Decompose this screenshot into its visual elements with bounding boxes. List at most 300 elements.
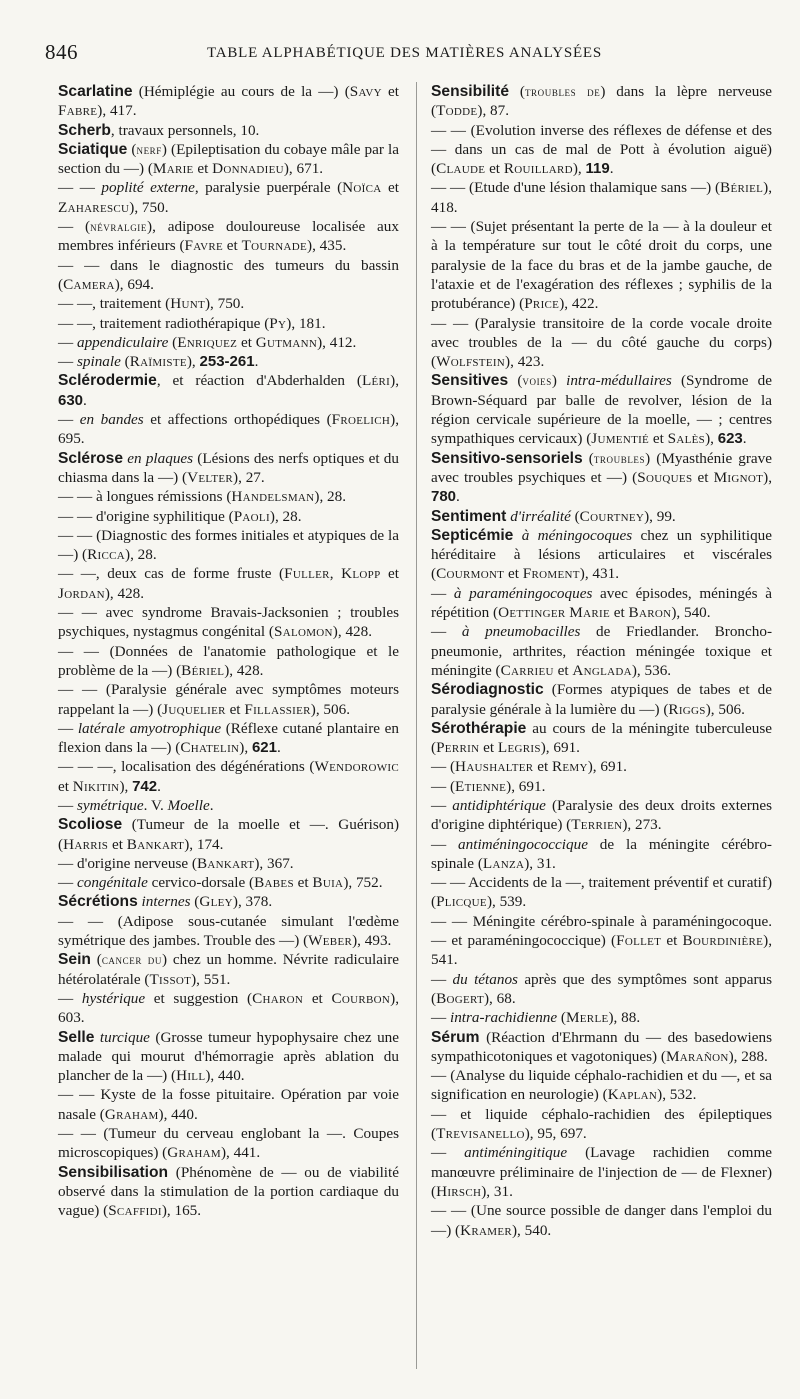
index-entry — [58, 1085, 399, 1124]
index-entry — [431, 680, 772, 719]
entry-qualifier: voies — [522, 373, 552, 389]
entry-text: et — [223, 237, 242, 255]
index-entry — [431, 121, 772, 179]
italic-term: antidiphtérique — [452, 796, 546, 814]
page-reference: 630 — [58, 391, 84, 409]
entry-text: (Grosse tumeur hypophysaire chez une malade qui mourut d'hémorragie après ablation du plancher de la —) ( — [58, 1028, 400, 1085]
left-column — [58, 82, 399, 1369]
entry-text: ), 540. — [671, 604, 711, 622]
entry-text: , et réaction d'Abderhalden ( — [156, 372, 362, 390]
entry-text: — — (Tumeur du cerveau englobant la —. Coupes microscopiques) ( — [58, 1125, 399, 1162]
author-name: Bogert — [436, 989, 484, 1007]
author-name: Bankart — [196, 854, 255, 872]
entry-text: ), 412. — [317, 333, 357, 351]
index-entry — [431, 912, 772, 970]
author-name: Remy — [551, 758, 588, 776]
entry-text: et — [479, 739, 498, 757]
author-name: Haushalter — [455, 758, 534, 776]
italic-term: d'irréalité — [510, 507, 571, 525]
entry-text: ), — [705, 430, 718, 448]
italic-term: spinale — [76, 353, 121, 371]
index-entry — [58, 178, 399, 217]
entry-text: — (Analyse du liquide céphalo-rachidien et du —, et sa signification en neurologie) ( — [431, 1067, 772, 1104]
entry-text: ( — [90, 951, 102, 969]
author-name: Raïmiste — [129, 353, 187, 371]
entry-text: ), — [763, 468, 773, 486]
author-name: Py — [269, 314, 287, 332]
entry-text: ), 28. — [269, 507, 302, 525]
page-reference: 119 — [585, 160, 610, 178]
author-name: Wolfstein — [436, 353, 506, 371]
author-name: Charon — [252, 989, 304, 1007]
entry-text: ( — [582, 449, 594, 467]
entry-text: — — [58, 411, 80, 429]
entry-text: — — avec syndrome Bravais-Jacksonien ; troubles psychiques, nystagmus congénital ( — [58, 604, 399, 641]
author-name: Savy — [349, 83, 382, 100]
index-entry — [431, 1028, 772, 1067]
index-entry — [58, 526, 399, 565]
entry-text: ), 493. — [352, 932, 392, 950]
index-entry — [58, 1163, 399, 1221]
entry-text: ), 431. — [579, 565, 620, 583]
entry-text: ) chez un homme. Névrite radiculaire hétérolatérale ( — [58, 951, 400, 988]
author-name: Carrieu — [500, 661, 554, 679]
entry-text: . — [209, 796, 214, 814]
entry-text: avec épisodes, méningés à répétition ( — [431, 584, 773, 622]
entry-text: ), 418. — [431, 179, 772, 216]
entry-text: ), 536. — [631, 661, 672, 679]
entry-text: , — [329, 565, 342, 583]
author-name: Riggs — [668, 700, 706, 718]
entry-text: au cours de la méningite tuberculeuse ( — [431, 719, 772, 757]
entry-heading: Septicémie — [431, 526, 514, 544]
entry-text: (Réaction d'Ehrmann du — des basedowiens sympathicotoniques et vagotoniques) ( — [431, 1028, 772, 1065]
author-name: Scaffidi — [108, 1202, 162, 1220]
author-name: Hill — [176, 1067, 206, 1085]
entry-text: — — [58, 874, 77, 892]
entry-text: ( — [508, 372, 523, 390]
author-name: Tournade — [241, 237, 308, 255]
entry-text: ), 540. — [512, 1221, 552, 1239]
index-entry — [431, 1143, 772, 1201]
index-entry — [431, 82, 772, 121]
author-name: Mignot — [713, 468, 764, 486]
entry-text: ), 88. — [608, 1009, 641, 1027]
italic-term: à pneumobacilles — [461, 623, 581, 641]
index-entry — [58, 314, 399, 333]
entry-text: ), 428. — [224, 661, 264, 679]
entry-text: et affections orthopédiques ( — [143, 411, 332, 429]
entry-heading: Sensibilité — [431, 83, 509, 100]
entry-text: et — [661, 932, 683, 950]
entry-text: chez un syphilitique héréditaire à lésions articulaires et viscérales ( — [431, 526, 773, 583]
entry-text: ), — [119, 777, 133, 795]
author-name: Etienne — [455, 777, 507, 795]
author-name: Plicque — [436, 893, 487, 911]
author-name: Handelsman — [231, 488, 315, 506]
index-entry — [58, 217, 399, 256]
index-entry — [431, 1008, 772, 1027]
index-entry — [431, 835, 772, 874]
entry-text: (Syndrome de Brown-Séquard par balle de revolver, lésion de la région cervicale supérieure de la moelle, — ; centres sympathiques cervicaux) ( — [431, 372, 772, 448]
entry-text: (Tumeur de la moelle et —. Guérison) ( — [58, 816, 399, 853]
author-name: Fuller — [284, 565, 330, 583]
index-entry — [431, 584, 772, 623]
entry-text: et — [485, 160, 504, 178]
page-reference: 621 — [251, 739, 277, 757]
entry-heading: Sérum — [431, 1028, 480, 1046]
entry-text: cervico-dorsale ( — [147, 874, 255, 892]
index-entry — [58, 603, 399, 642]
entry-text: ), — [239, 739, 252, 757]
entry-text: . — [83, 391, 87, 409]
entry-text: . — [609, 160, 614, 178]
entry-qualifier: névralgie — [90, 219, 148, 235]
index-entry — [431, 178, 772, 217]
entry-text: (Lésions des nerfs optiques et du chiasma dans la —) ( — [58, 449, 399, 486]
index-entry — [58, 719, 399, 758]
entry-text: ), 367. — [254, 854, 294, 872]
index-entry — [431, 371, 772, 448]
entry-text: — — [431, 970, 453, 988]
entry-text: . — [456, 488, 460, 506]
entry-text: — et liquide céphalo-rachidien des épileptiques ( — [431, 1105, 772, 1143]
author-name: Harris — [63, 835, 109, 853]
entry-text: . V. — [143, 796, 168, 814]
italic-term: à méningocoques — [521, 526, 633, 544]
entry-text: et — [504, 565, 523, 583]
author-name: Camera — [63, 275, 115, 293]
index-entry — [431, 1105, 772, 1144]
entry-text: — — [431, 584, 454, 602]
author-name: Claude — [436, 160, 486, 178]
entry-text: — ( — [431, 777, 456, 795]
entry-text: ( — [557, 1009, 566, 1027]
entry-text: et — [649, 430, 668, 448]
entry-text: et — [193, 160, 213, 178]
index-entry — [58, 680, 399, 719]
author-name: Courbon — [331, 989, 391, 1007]
entry-text: ), — [186, 353, 200, 371]
entry-text: — ( — [58, 218, 91, 236]
author-name: Follet — [616, 932, 662, 950]
entry-text: ), 440. — [158, 1105, 198, 1123]
entry-text: — — — [58, 179, 102, 197]
author-name: Trevisanello — [436, 1125, 525, 1143]
author-name: Baron — [628, 604, 672, 622]
author-name: Kramer — [460, 1221, 512, 1239]
entry-text: — —, traitement radiothérapique ( — [58, 314, 270, 332]
index-entry — [431, 507, 772, 526]
index-entry — [431, 719, 772, 758]
entry-text: ), 532. — [657, 1086, 697, 1104]
entry-text: . — [254, 353, 259, 371]
author-name: Courtney — [579, 507, 645, 525]
entry-heading: Sensibilisation — [58, 1163, 169, 1181]
entry-text: et — [381, 179, 399, 197]
entry-text: ), 671. — [283, 160, 324, 178]
page-reference: 623 — [717, 430, 743, 448]
entry-text: ), — [390, 372, 399, 390]
entry-text: ), 165. — [161, 1202, 202, 1220]
author-name: Marie — [152, 160, 194, 178]
author-name: Hirsch — [436, 1182, 482, 1200]
entry-text: — — [431, 835, 459, 853]
entry-text: et — [108, 835, 127, 853]
author-name: Babes — [254, 874, 294, 892]
entry-text: ), 428. — [104, 584, 145, 602]
author-name: Zaharescu — [58, 198, 130, 216]
italic-term: intra-rachidienne — [449, 1009, 558, 1027]
author-name: Paoli — [233, 507, 270, 525]
entry-text: ), 750. — [204, 295, 245, 313]
entry-heading: Sein — [58, 951, 91, 969]
entry-text: — d'origine nerveuse ( — [58, 854, 197, 872]
author-name: Bériel — [720, 179, 764, 197]
entry-text: — — [431, 796, 453, 814]
entry-text: ( — [120, 353, 130, 371]
author-name: Nikitin — [72, 777, 120, 795]
entry-qualifier: nerf — [136, 141, 162, 157]
author-name: Fillassier — [244, 700, 311, 718]
entry-text: ), 506. — [705, 700, 745, 718]
entry-text: — — Accidents de la —, traitement préventif et curatif) ( — [431, 874, 772, 911]
entry-qualifier: troubles — [593, 450, 646, 466]
entry-text: — — —, localisation des dégénérations ( — [58, 758, 315, 776]
entry-text: — — Méningite cérébro-spinale à paraméningocoque. — et paraméningococcique) ( — [431, 912, 772, 950]
entry-text: ), 174. — [184, 835, 224, 853]
author-name: Graham — [104, 1105, 159, 1123]
entry-text — [513, 527, 521, 544]
entry-text: ), 422. — [559, 295, 599, 313]
entry-text: ) (Epileptisation du cobaye mâle par la section du —) ( — [58, 140, 399, 178]
entry-heading: Sérothérapie — [431, 719, 527, 737]
entry-text: ) dans la lèpre nerveuse ( — [431, 83, 772, 120]
entry-text: de Friedlander. Broncho-pneumonie, arthrites, réaction méningée toxique et méningite ( — [431, 623, 772, 679]
index-entry — [431, 622, 772, 680]
author-name: Froelich — [331, 411, 391, 429]
entry-heading: Scoliose — [58, 816, 123, 834]
index-entry — [58, 371, 399, 410]
entry-text: ( — [190, 893, 200, 911]
italic-term: internes — [141, 893, 191, 911]
author-name: Jordan — [58, 584, 105, 602]
entry-text: — — dans le diagnostic des tumeurs du bassin ( — [58, 256, 399, 293]
author-name: Perrin — [436, 739, 480, 757]
index-entry — [431, 873, 772, 912]
entry-text: ), 694. — [114, 275, 154, 293]
page-number: 846 — [45, 40, 78, 64]
index-entry — [431, 757, 772, 776]
entry-text: ), 31. — [481, 1182, 513, 1200]
entry-text: ), 551. — [191, 970, 231, 988]
author-name: Anglada — [572, 661, 632, 679]
author-name: Salomon — [273, 623, 333, 641]
index-entry — [58, 449, 399, 488]
index-entry — [431, 796, 772, 835]
entry-text: ), 691. — [587, 758, 627, 776]
entry-text: et — [533, 758, 552, 776]
entry-text: — — à longues rémissions ( — [58, 488, 232, 506]
index-entry — [58, 564, 399, 603]
entry-text: ) — [551, 372, 567, 390]
index-entry — [58, 1124, 399, 1163]
page-reference: 780 — [431, 488, 457, 506]
author-name: Marie — [569, 604, 610, 622]
index-entry — [58, 912, 399, 951]
author-name: Noïca — [342, 179, 382, 197]
running-title: TABLE ALPHABÉTIQUE DES MATIÈRES ANALYSÉES — [206, 45, 603, 61]
author-name: Bankart — [126, 835, 185, 853]
entry-text: — — (Données de l'anatomie pathologique et le problème de la —) ( — [58, 642, 399, 679]
italic-term: congénitale — [76, 874, 148, 892]
italic-term: appendiculaire — [76, 333, 169, 351]
entry-text: . — [276, 739, 281, 757]
entry-text: ), 691. — [540, 739, 580, 757]
entry-text: — — [58, 796, 77, 814]
index-entry — [58, 507, 399, 526]
entry-text: — — [58, 353, 77, 371]
entry-text: — — [431, 623, 462, 641]
author-name: Todde — [436, 102, 478, 120]
author-name: Gutmann — [255, 333, 318, 351]
index-entry — [58, 815, 399, 854]
entry-text: — — Kyste de la fosse pituitaire. Opération par voie nasale ( — [58, 1086, 399, 1123]
author-name: Legris — [497, 739, 541, 757]
entry-text: , paralysie puerpérale ( — [194, 179, 343, 197]
index-entry — [58, 333, 399, 352]
entry-text: ), 603. — [58, 989, 399, 1027]
entry-text: — — (Evolution inverse des réflexes de défense et des — dans un cas de mal de Pott à évolution aiguë) ( — [431, 121, 772, 178]
entry-text: et — [303, 989, 332, 1007]
entry-text: ), 288. — [728, 1047, 768, 1065]
author-name: Graham — [167, 1144, 221, 1162]
entry-text: ), 752. — [343, 874, 383, 892]
author-name: Wendorowic — [314, 758, 399, 776]
italic-term: intra-médullaires — [566, 372, 672, 390]
entry-text: — — (Une source possible de danger dans l'emploi du —) ( — [431, 1202, 772, 1239]
index-entry — [58, 352, 399, 371]
page-header — [45, 40, 764, 70]
italic-term: Moelle — [167, 796, 210, 814]
author-name: Weber — [308, 932, 353, 950]
entry-text: ), 691. — [506, 777, 546, 795]
entry-text: — — (Sujet présentant la perte de la — à la douleur et à la température sur tout le côté droit du corps, une paralysie de la face du bras et de la jambe gauche, de l'ataxie et de l'exagération des réflexes ; syphilis de la protubérance) ( — [431, 218, 772, 313]
index-entry — [58, 256, 399, 295]
entry-text: et — [609, 604, 629, 622]
entry-text: et — [293, 874, 313, 892]
author-name: Jumentié — [591, 430, 650, 448]
index-entry — [58, 989, 399, 1028]
author-name: Donnadieu — [212, 160, 284, 178]
index-entry — [58, 757, 399, 796]
author-name: Terrien — [571, 816, 623, 834]
entry-text: ), — [572, 160, 586, 178]
entry-text: . — [157, 777, 161, 795]
author-name: Merle — [565, 1009, 609, 1027]
author-name: Marañon — [665, 1047, 729, 1065]
entry-text: ), 27. — [233, 468, 265, 486]
entry-text: — — [58, 719, 78, 737]
entry-text: ), 435. — [307, 237, 347, 255]
entry-heading: Sciatique — [58, 140, 128, 158]
author-name: Enriquez — [177, 333, 238, 351]
entry-text: — — (Paralysie transitoire de la corde vocale droite avec troubles de la — du côté gauche du corps) ( — [431, 314, 772, 371]
italic-term: poplité externe — [101, 179, 195, 197]
italic-term: antiméningitique — [464, 1144, 568, 1162]
index-entry — [431, 777, 772, 796]
author-name: Buia — [312, 874, 344, 892]
page-reference: 742 — [132, 777, 158, 795]
entry-text: après que des symptômes sont apparus ( — [431, 970, 773, 1007]
author-name: Price — [524, 295, 560, 313]
italic-term: symétrique — [76, 796, 144, 814]
author-name: Hunt — [170, 295, 205, 313]
author-name: Klopp — [341, 565, 381, 583]
index-entry — [58, 140, 399, 179]
entry-text: ), 539. — [486, 893, 527, 911]
author-name: Tissot — [149, 970, 192, 988]
entry-text: (Paralysie des deux droits externes d'origine diphtérique) ( — [431, 796, 772, 834]
index-entry — [431, 526, 772, 584]
entry-text: (Phénomène de — ou de viabilité observé dans la stimulation de la portion cardiaque du vague) ( — [58, 1163, 399, 1220]
index-entry — [58, 854, 399, 873]
entry-heading: Selle — [58, 1028, 95, 1046]
entry-text: ), adipose douloureuse localisée aux membres inférieurs ( — [58, 218, 399, 255]
entry-text: et — [692, 468, 714, 486]
entry-text: — — [431, 1009, 450, 1027]
entry-qualifier: cancer du — [101, 952, 163, 968]
entry-heading: Scherb — [58, 121, 111, 139]
entry-text: ), 506. — [310, 700, 351, 718]
index-entry — [58, 1028, 399, 1086]
author-name: Juquelier — [162, 700, 226, 718]
entry-heading: Sécrétions — [58, 893, 138, 911]
entry-text: ), 95, 697. — [524, 1125, 587, 1143]
entry-text: ), 68. — [484, 989, 516, 1007]
entry-text: — — (Etude d'une lésion thalamique sans —) ( — [431, 179, 721, 197]
author-name: Oettinger — [498, 604, 566, 622]
entry-text: (Formes atypiques de tabes et de paralysie générale à la lumière du —) ( — [431, 681, 772, 718]
entry-text: ( — [570, 507, 580, 525]
entry-text: — — d'origine syphilitique ( — [58, 507, 234, 525]
entry-text: — — (Paralysie générale avec symptômes moteurs rappelant la —) ( — [58, 681, 399, 718]
entry-text: ), 99. — [644, 507, 676, 525]
entry-text: ( — [127, 140, 137, 158]
italic-term: en plaques — [127, 449, 194, 467]
index-entry — [431, 1066, 772, 1105]
entry-text: et — [58, 777, 73, 795]
entry-text: ), 423. — [505, 353, 545, 371]
index-entry — [58, 950, 399, 989]
page-reference: 253-261 — [199, 353, 255, 371]
entry-text: et — [380, 565, 399, 583]
entry-text: et — [225, 700, 245, 718]
index-columns — [58, 82, 772, 1369]
index-entry — [58, 82, 399, 121]
index-entry — [58, 294, 399, 313]
entry-text: ), 31. — [524, 854, 556, 872]
entry-text: ), 181. — [286, 314, 326, 332]
italic-term: antiméningococcique — [458, 835, 588, 853]
entry-heading: Sentiment — [431, 507, 507, 525]
entry-text: — ( — [431, 758, 456, 776]
author-name: Léri — [361, 372, 391, 390]
entry-text: ), 541. — [431, 932, 773, 969]
entry-text: et — [381, 83, 399, 100]
entry-heading: Sensitives — [431, 372, 509, 390]
entry-heading: Sensitivo-sensoriels — [431, 449, 583, 467]
